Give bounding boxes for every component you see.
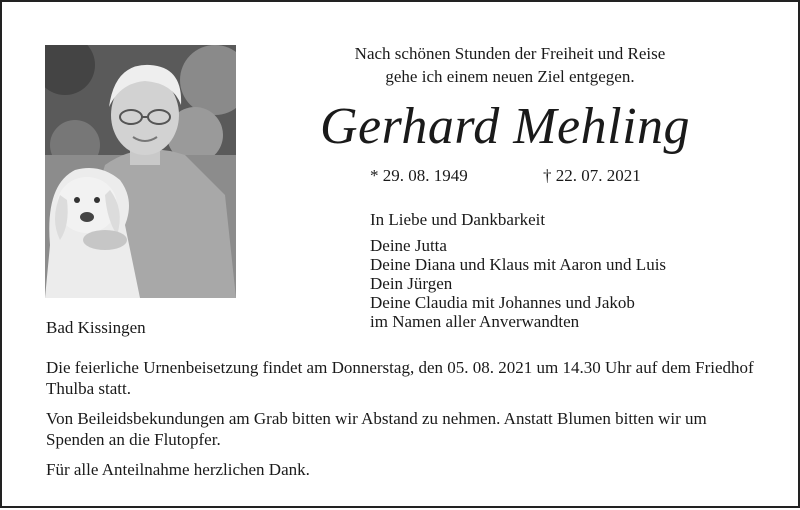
thanks-notice: Für alle Anteilnahme herzlichen Dank. [46,460,310,479]
mourner-line: Deine Jutta [370,236,447,255]
motto-line-1: Nach schönen Stunden der Freiheit und Reise [354,44,666,63]
mourner-line: Dein Jürgen [370,274,453,293]
deceased-name: Gerhard Mehling [320,98,691,155]
motto [300,42,720,88]
burial-notice: Die feierliche Urnenbeisetzung findet am Donnerstag, den 05. 08. 2021 um 14.30 Uhr auf dem Friedhof Thulba statt. [46,358,754,398]
mourners-list [370,236,666,331]
notices [46,357,766,489]
motto-line-2: gehe ich einem neuen Ziel entgegen. [385,67,635,86]
mourner-line: Deine Diana und Klaus mit Aaron und Luis [370,255,667,274]
death-date: † 22. 07. 2021 [543,166,641,185]
portrait-photo [45,45,236,298]
mourner-line: im Namen aller Anverwandten [370,312,580,331]
birth-date: * 29. 08. 1949 [370,166,468,185]
place-of-residence: Bad Kissingen [46,318,146,337]
mourner-line: Deine Claudia mit Johannes und Jakob [370,293,635,312]
dedication: In Liebe und Dankbarkeit [370,210,546,229]
condolence-notice: Von Beileidsbekundungen am Grab bitten wir Abstand zu nehmen. Anstatt Blumen bitten wir um Spenden an die Flutopfer. [46,409,707,449]
